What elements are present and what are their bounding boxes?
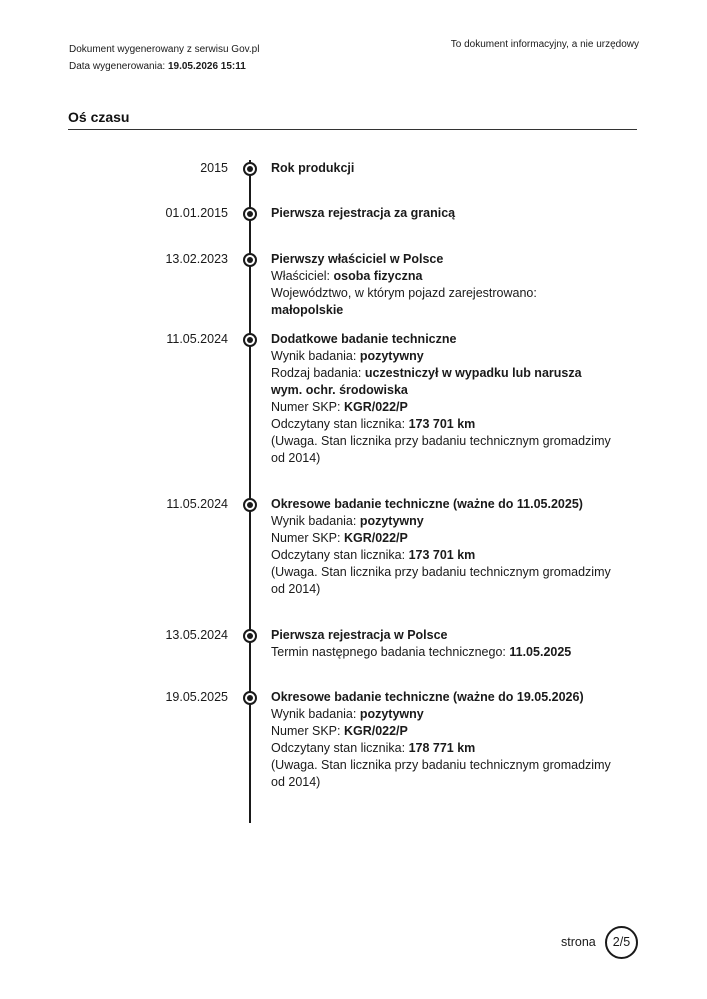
skp-label: Numer SKP: — [271, 724, 344, 738]
event-date: 13.05.2024 — [165, 628, 228, 642]
timeline-dot-icon — [243, 253, 257, 267]
event-details — [271, 331, 611, 467]
odometer-label: Odczytany stan licznika: — [271, 548, 409, 562]
timeline-dot-icon — [243, 207, 257, 221]
skp-value: KGR/022/P — [343, 531, 408, 545]
event-date: 2015 — [200, 161, 228, 175]
odometer-value: 173 701 km — [408, 417, 476, 431]
result-label: Wynik badania: — [271, 707, 360, 721]
event-title: Okresowe badanie techniczne (ważne do 19.05.2026) — [271, 690, 584, 704]
event-date: 01.01.2015 — [165, 206, 228, 220]
odometer-label: Odczytany stan licznika: — [271, 417, 409, 431]
generated-line — [69, 56, 259, 78]
result-value: pozytywny — [359, 707, 424, 721]
source-name: Gov.pl — [231, 44, 260, 55]
skp-label: Numer SKP: — [271, 400, 344, 414]
odometer-note: (Uwaga. Stan licznika przy badaniu technicznym gromadzimy od 2014) — [271, 434, 611, 465]
event-title: Rok produkcji — [271, 161, 355, 175]
timeline-dot-icon — [243, 629, 257, 643]
document-notice: To dokument informacyjny, a nie urzędowy — [450, 39, 639, 50]
next-inspection-value: 11.05.2025 — [509, 645, 572, 659]
odometer-value: 173 701 km — [408, 548, 476, 562]
skp-line — [271, 399, 611, 416]
result-label: Wynik badania: — [271, 514, 360, 528]
kind-label: Rodzaj badania: — [271, 366, 365, 380]
kind-value: uczestniczył w wypadku lub narusza wym. ochr. środowiska — [271, 366, 582, 397]
next-inspection-line — [271, 644, 611, 661]
source-prefix: Dokument wygenerowany z serwisu — [69, 44, 232, 55]
next-inspection-label: Termin następnego badania technicznego: — [271, 645, 510, 659]
timeline-dot-icon — [243, 498, 257, 512]
event-details — [271, 160, 611, 177]
owner-line — [271, 268, 611, 285]
event-title: Pierwsza rejestracja za granicą — [271, 206, 456, 220]
event-date: 11.05.2024 — [166, 497, 228, 511]
timeline-dot-icon — [243, 162, 257, 176]
odometer-note: (Uwaga. Stan licznika przy badaniu technicznym gromadzimy od 2014) — [271, 758, 611, 789]
timeline-dot-icon — [243, 691, 257, 705]
event-details — [271, 251, 611, 319]
odometer-line — [271, 740, 611, 757]
result-line — [271, 706, 611, 723]
owner-value: osoba fizyczna — [333, 269, 423, 283]
event-title: Okresowe badanie techniczne (ważne do 11.05.2025) — [271, 497, 583, 511]
result-label: Wynik badania: — [271, 349, 360, 363]
event-title: Dodatkowe badanie techniczne — [271, 332, 457, 346]
result-value: pozytywny — [359, 349, 424, 363]
event-title: Pierwszy właściciel w Polsce — [271, 252, 444, 266]
event-details — [271, 205, 611, 222]
event-title: Pierwsza rejestracja w Polsce — [271, 628, 448, 642]
event-date: 19.05.2025 — [165, 690, 228, 704]
section-title: Oś czasu — [68, 109, 130, 125]
skp-label: Numer SKP: — [271, 531, 344, 545]
event-details — [271, 496, 611, 598]
owner-label: Właściciel: — [271, 269, 334, 283]
odometer-line — [271, 416, 611, 433]
odometer-line — [271, 547, 611, 564]
generated-label: Data wygenerowania: — [69, 61, 168, 72]
generated-value: 19.05.2026 15:11 — [167, 61, 246, 72]
event-date: 11.05.2024 — [166, 332, 228, 346]
skp-line — [271, 723, 611, 740]
event-date: 13.02.2023 — [165, 252, 228, 266]
odometer-value: 178 771 km — [408, 741, 476, 755]
region-value: małopolskie — [271, 303, 344, 317]
odometer-note: (Uwaga. Stan licznika przy badaniu technicznym gromadzimy od 2014) — [271, 565, 611, 596]
region-line — [271, 285, 611, 319]
result-value: pozytywny — [359, 514, 424, 528]
event-details — [271, 689, 611, 791]
timeline-dot-icon — [243, 333, 257, 347]
result-line — [271, 513, 611, 530]
region-label: Województwo, w którym pojazd zarejestrowano: — [271, 286, 537, 300]
skp-value: KGR/022/P — [343, 724, 408, 738]
skp-value: KGR/022/P — [343, 400, 408, 414]
page-number-badge: 2/5 — [605, 926, 638, 959]
odometer-label: Odczytany stan licznika: — [271, 741, 409, 755]
section-divider — [68, 129, 637, 130]
skp-line — [271, 530, 611, 547]
result-line — [271, 348, 611, 365]
page-label: strona — [561, 935, 596, 949]
kind-line — [271, 365, 591, 399]
document-header-info — [69, 39, 259, 78]
event-details — [271, 627, 611, 661]
